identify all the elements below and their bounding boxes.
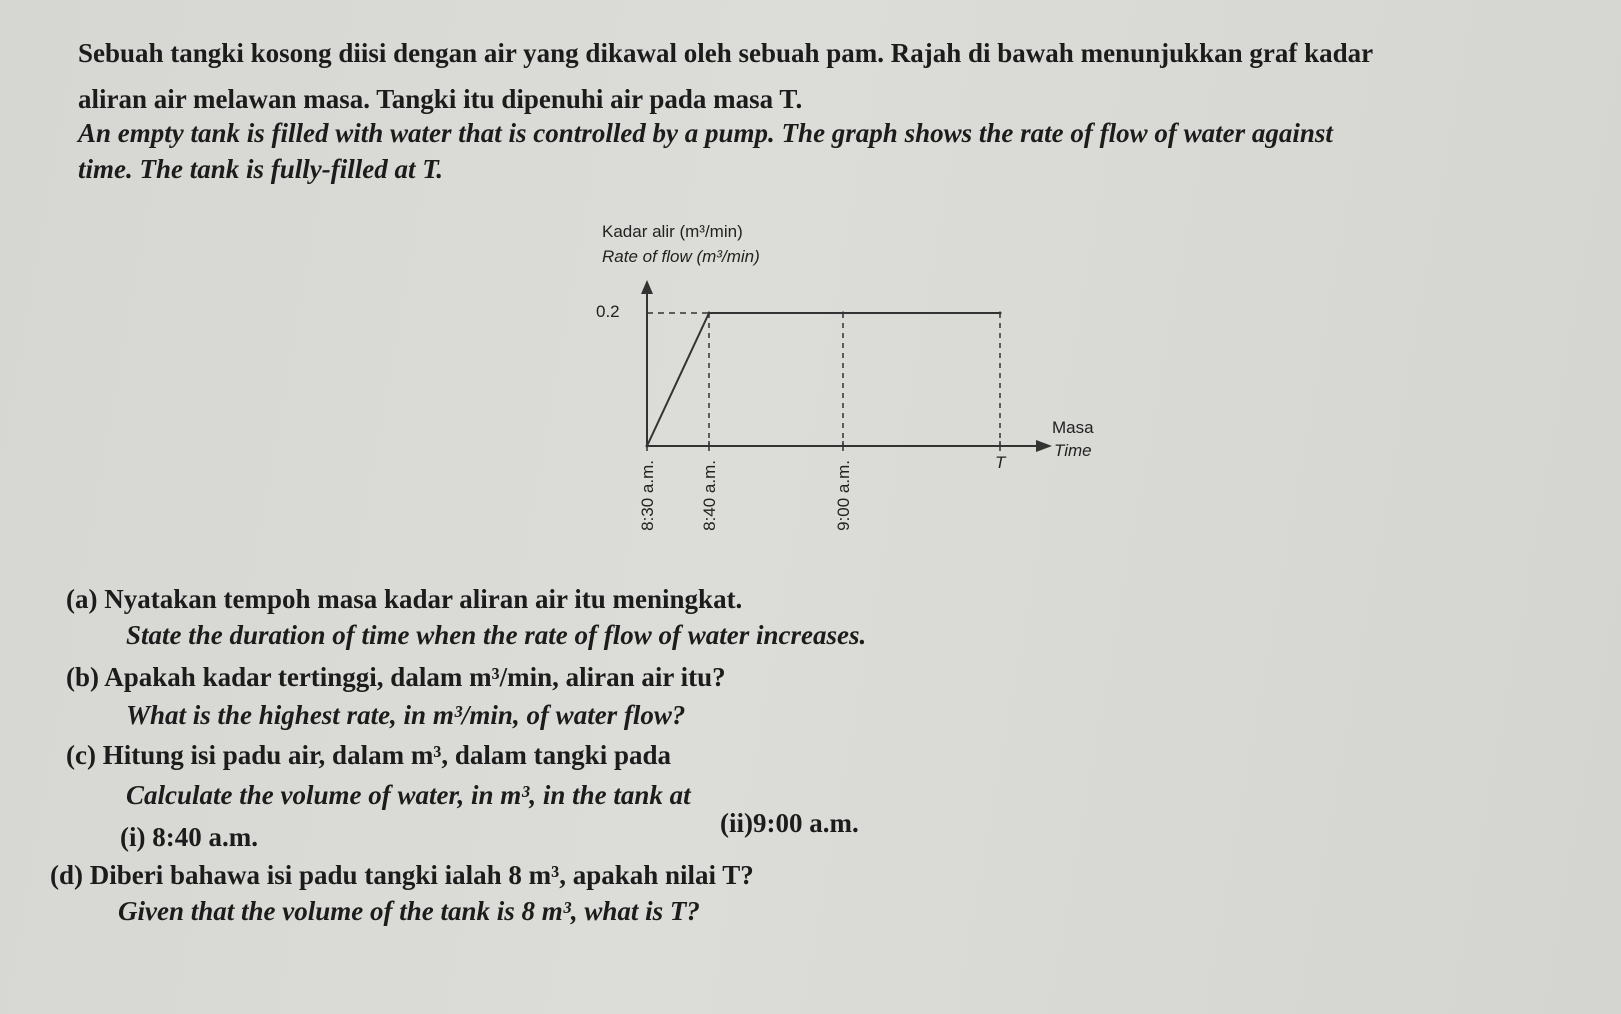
x-tick-label: 8:40 a.m. bbox=[700, 460, 719, 531]
x-axis-label-ms: Masa bbox=[1052, 418, 1094, 437]
rate-of-flow-chart bbox=[580, 210, 1140, 580]
question-d-ms bbox=[50, 860, 754, 891]
question-b-label: (b) bbox=[66, 662, 99, 692]
intro-ms-line1: Sebuah tangki kosong diisi dengan air yang dikawal oleh sebuah pam. Rajah di bawah menunjukkan graf kadar bbox=[78, 38, 1374, 68]
question-d-label: (d) bbox=[50, 860, 83, 890]
question-c-ms bbox=[66, 740, 671, 771]
question-b-ms-text: Apakah kadar tertinggi, dalam m³/min, aliran air itu? bbox=[104, 662, 726, 692]
x-tick-label: 9:00 a.m. bbox=[834, 460, 853, 531]
question-a-label: (a) bbox=[66, 584, 98, 614]
question-a-en: State the duration of time when the rate of flow of water increases. bbox=[126, 620, 867, 650]
intro-ms-line2: aliran air melawan masa. Tangki itu dipenuhi air pada masa T. bbox=[78, 84, 803, 114]
question-d-en: Given that the volume of the tank is 8 m³, what is T? bbox=[118, 896, 700, 926]
data-point bbox=[999, 312, 1002, 315]
intro-en-line2: time. The tank is fully-filled at T. bbox=[78, 154, 443, 184]
series-segment bbox=[647, 313, 709, 446]
question-d-ms-text: Diberi bahawa isi padu tangki ialah 8 m³, apakah nilai T? bbox=[89, 860, 754, 890]
question-b-en: What is the highest rate, in m³/min, of water flow? bbox=[126, 700, 686, 730]
x-axis-label-en: Time bbox=[1054, 441, 1092, 460]
question-c-label: (c) bbox=[66, 740, 96, 770]
question-c-i: (i) 8:40 a.m. bbox=[120, 822, 258, 852]
question-b-ms bbox=[66, 662, 726, 693]
question-c-ms-text: Hitung isi padu air, dalam m³, dalam tangki pada bbox=[102, 740, 671, 770]
y-axis-arrow-icon bbox=[641, 280, 653, 294]
question-c-en: Calculate the volume of water, in m³, in the tank at bbox=[126, 780, 691, 810]
x-axis-arrow-icon bbox=[1036, 440, 1052, 452]
question-a-ms-text: Nyatakan tempoh masa kadar aliran air itu meningkat. bbox=[104, 584, 743, 614]
y-tick-0.2: 0.2 bbox=[596, 302, 620, 321]
question-c-ii: (ii)9:00 a.m. bbox=[720, 808, 859, 838]
x-tick-label: 8:30 a.m. bbox=[638, 460, 657, 531]
question-a-ms bbox=[66, 584, 742, 615]
intro-en-line1: An empty tank is filled with water that is controlled by a pump. The graph shows the rate of flow of water against bbox=[78, 118, 1333, 148]
y-axis-label-en: Rate of flow (m³/min) bbox=[602, 247, 760, 266]
x-tick-label-T: T bbox=[995, 453, 1006, 472]
y-axis-label-ms: Kadar alir (m³/min) bbox=[602, 222, 743, 241]
